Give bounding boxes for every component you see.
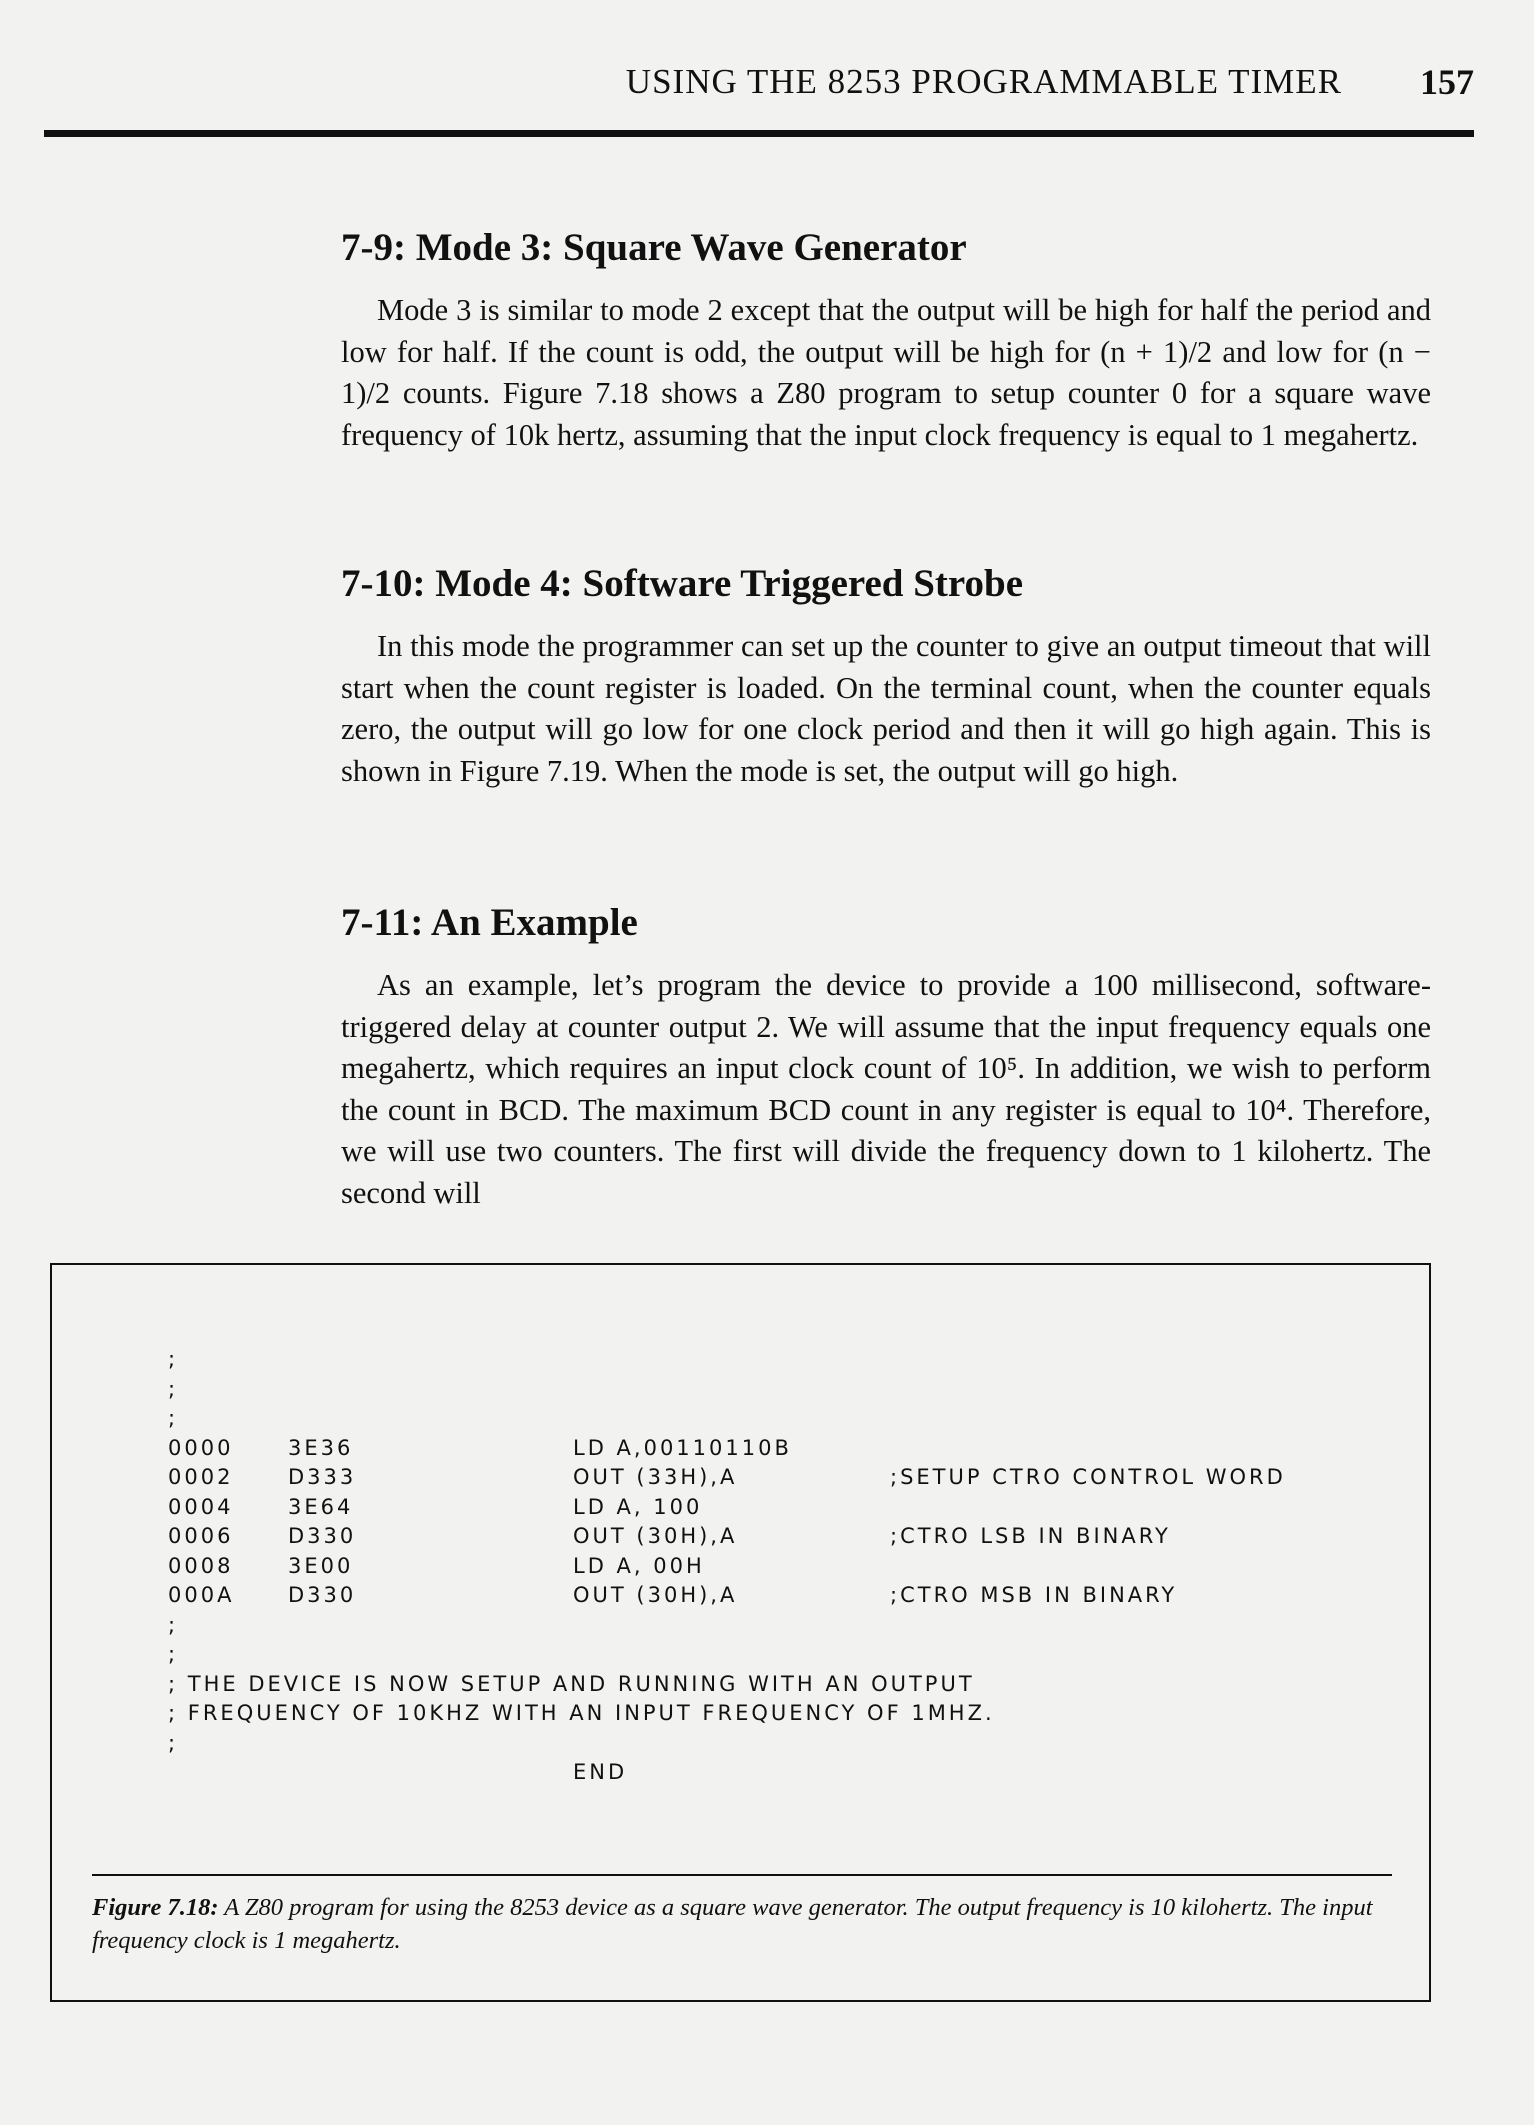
code-address: 0008: [168, 1553, 234, 1578]
caption-text: A Z80 program for using the 8253 device as a square wave generator. The output frequency is 10 kilohertz. The input frequency clock is 1 megahertz.: [92, 1894, 1373, 1954]
code-listing: [168, 1345, 1408, 1788]
code-line: [168, 1581, 1408, 1611]
code-machine-bytes: D330: [288, 1524, 357, 1548]
code-machine-bytes: 3E64: [288, 1494, 354, 1519]
code-instruction: LD A, 100: [573, 1494, 703, 1519]
code-line: [168, 1493, 1408, 1523]
code-line: [168, 1345, 1408, 1375]
code-instruction: OUT (30H),A: [573, 1583, 738, 1607]
code-line: [168, 1463, 1408, 1493]
caption-label: Figure 7.18:: [92, 1894, 219, 1921]
code-line: [168, 1434, 1408, 1464]
section-heading: 7-9: Mode 3: Square Wave Generator: [341, 226, 967, 269]
code-line: [168, 1611, 1408, 1641]
code-machine-bytes: D330: [288, 1583, 357, 1607]
code-text: ;: [168, 1730, 179, 1755]
page-number: 157: [1420, 62, 1474, 102]
code-comment: ;CTRO MSB IN BINARY: [890, 1583, 1178, 1607]
code-machine-bytes: 3E36: [288, 1435, 354, 1460]
section-body: Mode 3 is similar to mode 2 except that the output will be high for half the period and low for half. If the count is odd, the output will be high for (n + 1)/2 and low for (n − 1)/2 counts. Figure 7.18 shows a Z80 program to setup counter 0 for a square wave frequency of 10k hertz, assuming that the input clock frequency is equal to 1 megahertz.: [341, 293, 1431, 452]
code-line: [168, 1699, 1408, 1729]
code-comment: ;SETUP CTRO CONTROL WORD: [890, 1465, 1286, 1489]
code-instruction: LD A,00110110B: [573, 1435, 792, 1460]
section-heading: 7-10: Mode 4: Software Triggered Strobe: [341, 562, 1024, 605]
figure-rule: [92, 1874, 1392, 1876]
code-address: 0006: [168, 1524, 234, 1548]
section-mode-4: [341, 560, 1431, 792]
code-address: 0000: [168, 1435, 234, 1460]
code-address: 000A: [168, 1583, 235, 1607]
code-line: [168, 1670, 1408, 1700]
figure-7-18: [50, 1263, 1431, 2002]
code-address: 0002: [168, 1465, 234, 1489]
code-line: [168, 1729, 1408, 1759]
figure-caption: [92, 1891, 1392, 1957]
code-text: ;: [168, 1347, 179, 1371]
code-text: ; THE DEVICE IS NOW SETUP AND RUNNING WITH AN OUTPUT: [168, 1671, 975, 1696]
code-instruction: OUT (33H),A: [573, 1465, 738, 1489]
running-head: [44, 52, 1474, 112]
code-address: 0004: [168, 1494, 234, 1519]
section-heading: 7-11: An Example: [341, 901, 638, 944]
running-title: USING THE 8253 PROGRAMMABLE TIMER: [625, 62, 1342, 101]
section-example: [341, 899, 1431, 1214]
code-end-directive: END: [573, 1760, 628, 1784]
code-machine-bytes: D333: [288, 1465, 357, 1489]
code-line: [168, 1640, 1408, 1670]
code-machine-bytes: 3E00: [288, 1553, 354, 1578]
code-text: ;: [168, 1376, 179, 1401]
code-comment: ;CTRO LSB IN BINARY: [890, 1524, 1171, 1548]
section-mode-3: [341, 224, 1431, 456]
code-text: ;: [168, 1406, 179, 1430]
code-text: ; FREQUENCY OF 10KHZ WITH AN INPUT FREQUENCY OF 1MHZ.: [168, 1701, 995, 1725]
code-instruction: LD A, 00H: [573, 1553, 705, 1578]
code-text: ;: [168, 1612, 179, 1637]
code-text: ;: [168, 1642, 179, 1666]
code-instruction: OUT (30H),A: [573, 1524, 738, 1548]
code-line: [168, 1522, 1408, 1552]
code-line: [168, 1404, 1408, 1434]
code-line: [168, 1375, 1408, 1405]
section-body: As an example, let’s program the device to provide a 100 millisecond, software-triggered delay at counter output 2. We will assume that the input frequency equals one megahertz, which requires an input clock count of 10⁵. In addition, we wish to perform the count in BCD. The maximum BCD count in any register is equal to 10⁴. Therefore, we will use two counters. The first will divide the frequency down to 1 kilohertz. The second will: [341, 968, 1431, 1210]
header-rule: [44, 130, 1474, 137]
code-line: [168, 1758, 1408, 1788]
code-line: [168, 1552, 1408, 1582]
section-body: In this mode the programmer can set up the counter to give an output timeout that will start when the count register is loaded. On the terminal count, when the counter equals zero, the output will go low for one clock period and then it will go high again. This is shown in Figure 7.19. When the mode is set, the output will go high.: [341, 629, 1431, 788]
